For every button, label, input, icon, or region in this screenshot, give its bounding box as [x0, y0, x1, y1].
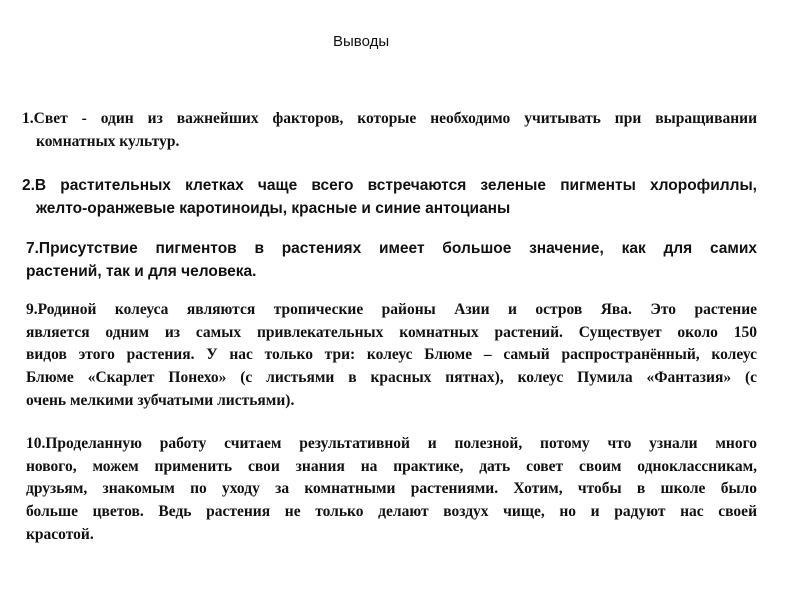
text-line: очень мелкими зубчатыми листьями).: [26, 391, 295, 409]
text-line: комнатных культур.: [36, 132, 180, 150]
text-line: 9.Родиной колеуса являются тропические районы Азии и остров Ява. Это растение: [26, 301, 757, 318]
slide-title: Выводы: [333, 33, 390, 50]
conclusion-9: [26, 299, 757, 412]
text-line: друзьям, знакомым по уходу за комнатными растениями. Хотим, чтобы в школе было: [26, 480, 757, 498]
conclusion-1: [22, 108, 757, 153]
conclusion-2: [22, 175, 757, 220]
text-line: 7.Присутствие пигментов в растениях имеет большое значение, как для самих: [26, 240, 757, 257]
text-line: больше цветов. Ведь растения не только делают воздух чище, но и радуют нас своей: [26, 503, 757, 521]
conclusion-7: [26, 238, 757, 283]
text-line: нового, можем применить свои знания на практике, дать совет своим одноклассникам,: [26, 457, 757, 475]
text-line: 2.В растительных клетках чаще всего встречаются зеленые пигменты хлорофиллы,: [22, 177, 757, 194]
text-line: видов этого растения. У нас только три: колеус Блюме – самый распространённый, колеус: [26, 346, 757, 364]
text-line: 1.Свет - один из важнейших факторов, которые необходимо учитывать при выращивании: [22, 110, 757, 127]
text-line: растений, так и для человека.: [26, 262, 257, 280]
text-line: Блюме «Скарлет Понехо» (с листьями в красных пятнах), колеус Пумила «Фантазия» (с: [26, 369, 757, 387]
text-line: красотой.: [26, 525, 94, 543]
text-line: желто-оранжевые каротиноиды, красные и синие антоцианы: [36, 199, 511, 217]
conclusion-10: [26, 433, 757, 546]
text-line: 10.Проделанную работу считаем результативной и полезной, потому что узнали много: [26, 435, 757, 452]
text-line: является одним из самых привлекательных комнатных растений. Существует около 150: [26, 323, 757, 341]
